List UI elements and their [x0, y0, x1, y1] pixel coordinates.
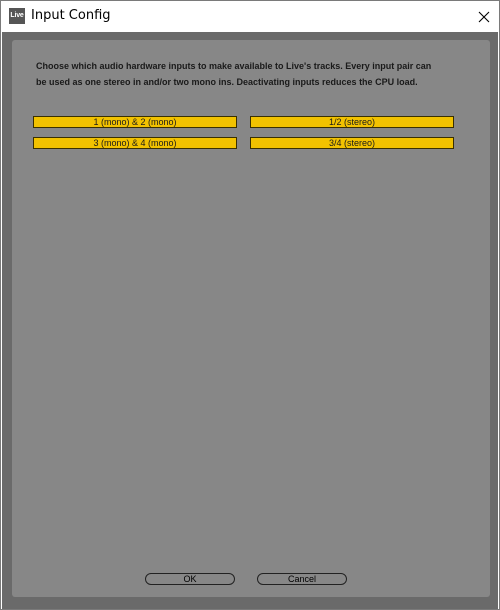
description-text [36, 58, 476, 90]
close-button[interactable] [469, 1, 499, 32]
live-app-icon: Live [9, 8, 25, 24]
cancel-button[interactable]: Cancel [257, 573, 347, 585]
close-icon [478, 11, 490, 23]
input-3-4-stereo-button[interactable]: 3/4 (stereo) [250, 137, 454, 149]
description-line-2: be used as one stereo in and/or two mono ins. Deactivating inputs reduces the CPU load. [36, 77, 418, 87]
window-title: Input Config [31, 8, 111, 23]
dialog-frame [2, 32, 498, 609]
description-line-1: Choose which audio hardware inputs to make available to Live's tracks. Every input pair can [36, 61, 432, 71]
title-bar [1, 1, 499, 32]
input-3-4-mono-button[interactable]: 3 (mono) & 4 (mono) [33, 137, 237, 149]
input-1-2-mono-button[interactable]: 1 (mono) & 2 (mono) [33, 116, 237, 128]
ok-button[interactable]: OK [145, 573, 235, 585]
dialog-panel [12, 40, 490, 597]
input-1-2-stereo-button[interactable]: 1/2 (stereo) [250, 116, 454, 128]
